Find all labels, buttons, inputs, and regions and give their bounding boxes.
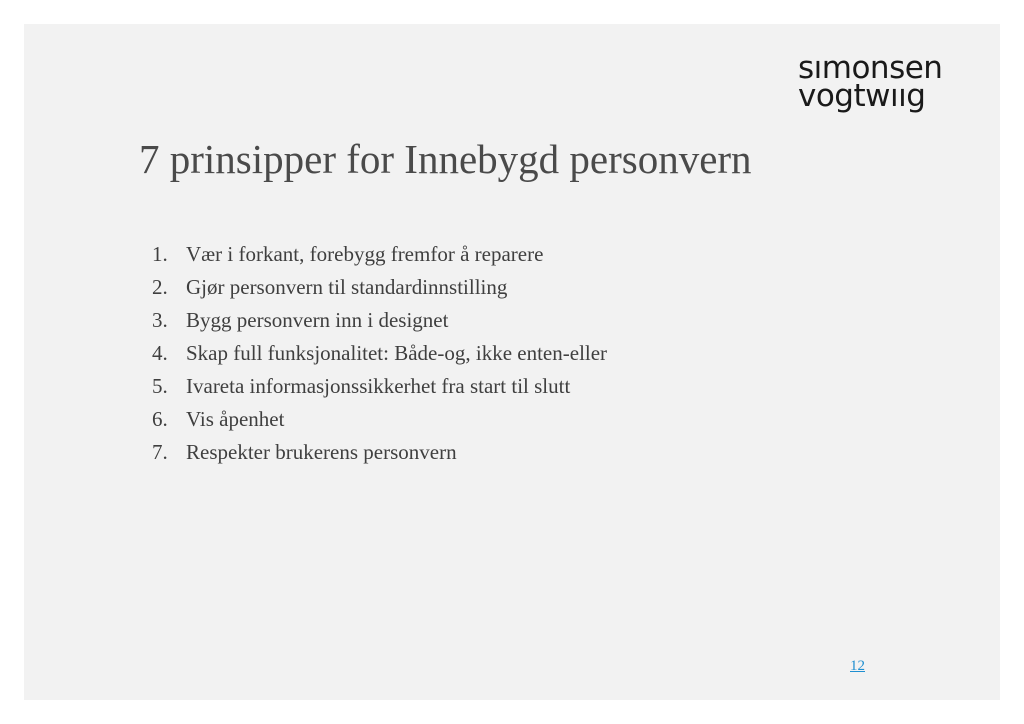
list-item-text: Vis åpenhet — [186, 407, 285, 431]
list-item — [152, 436, 607, 469]
slide — [24, 24, 1000, 700]
list-item — [152, 271, 607, 304]
list-item-number: 6. — [152, 407, 168, 431]
principles-list — [152, 238, 607, 469]
list-item-number: 1. — [152, 242, 168, 266]
brand-logo — [798, 50, 958, 114]
list-item-number: 2. — [152, 275, 168, 299]
list-item-text: Respekter brukerens personvern — [186, 440, 457, 464]
list-item-number: 7. — [152, 440, 168, 464]
brand-logo-line2: vogtwııg — [798, 78, 926, 114]
list-item — [152, 370, 607, 403]
list-item-text: Gjør personvern til standardinnstilling — [186, 275, 508, 299]
list-item-number: 4. — [152, 341, 168, 365]
brand-logo-line1: sımonsen — [798, 50, 943, 86]
list-item-text: Ivareta informasjonssikkerhet fra start til slutt — [186, 374, 571, 398]
page-number-link[interactable]: 12 — [850, 658, 865, 674]
list-item-text: Bygg personvern inn i designet — [186, 308, 449, 332]
list-item-number: 5. — [152, 374, 168, 398]
list-item-text: Skap full funksjonalitet: Både-og, ikke enten-eller — [186, 341, 608, 365]
list-item-number: 3. — [152, 308, 168, 332]
slide-title: 7 prinsipper for Innebygd personvern — [139, 136, 752, 182]
list-item — [152, 304, 607, 337]
list-item — [152, 403, 607, 436]
list-item — [152, 337, 607, 370]
list-item-text: Vær i forkant, forebygg fremfor å reparere — [186, 242, 544, 266]
list-item — [152, 238, 607, 271]
